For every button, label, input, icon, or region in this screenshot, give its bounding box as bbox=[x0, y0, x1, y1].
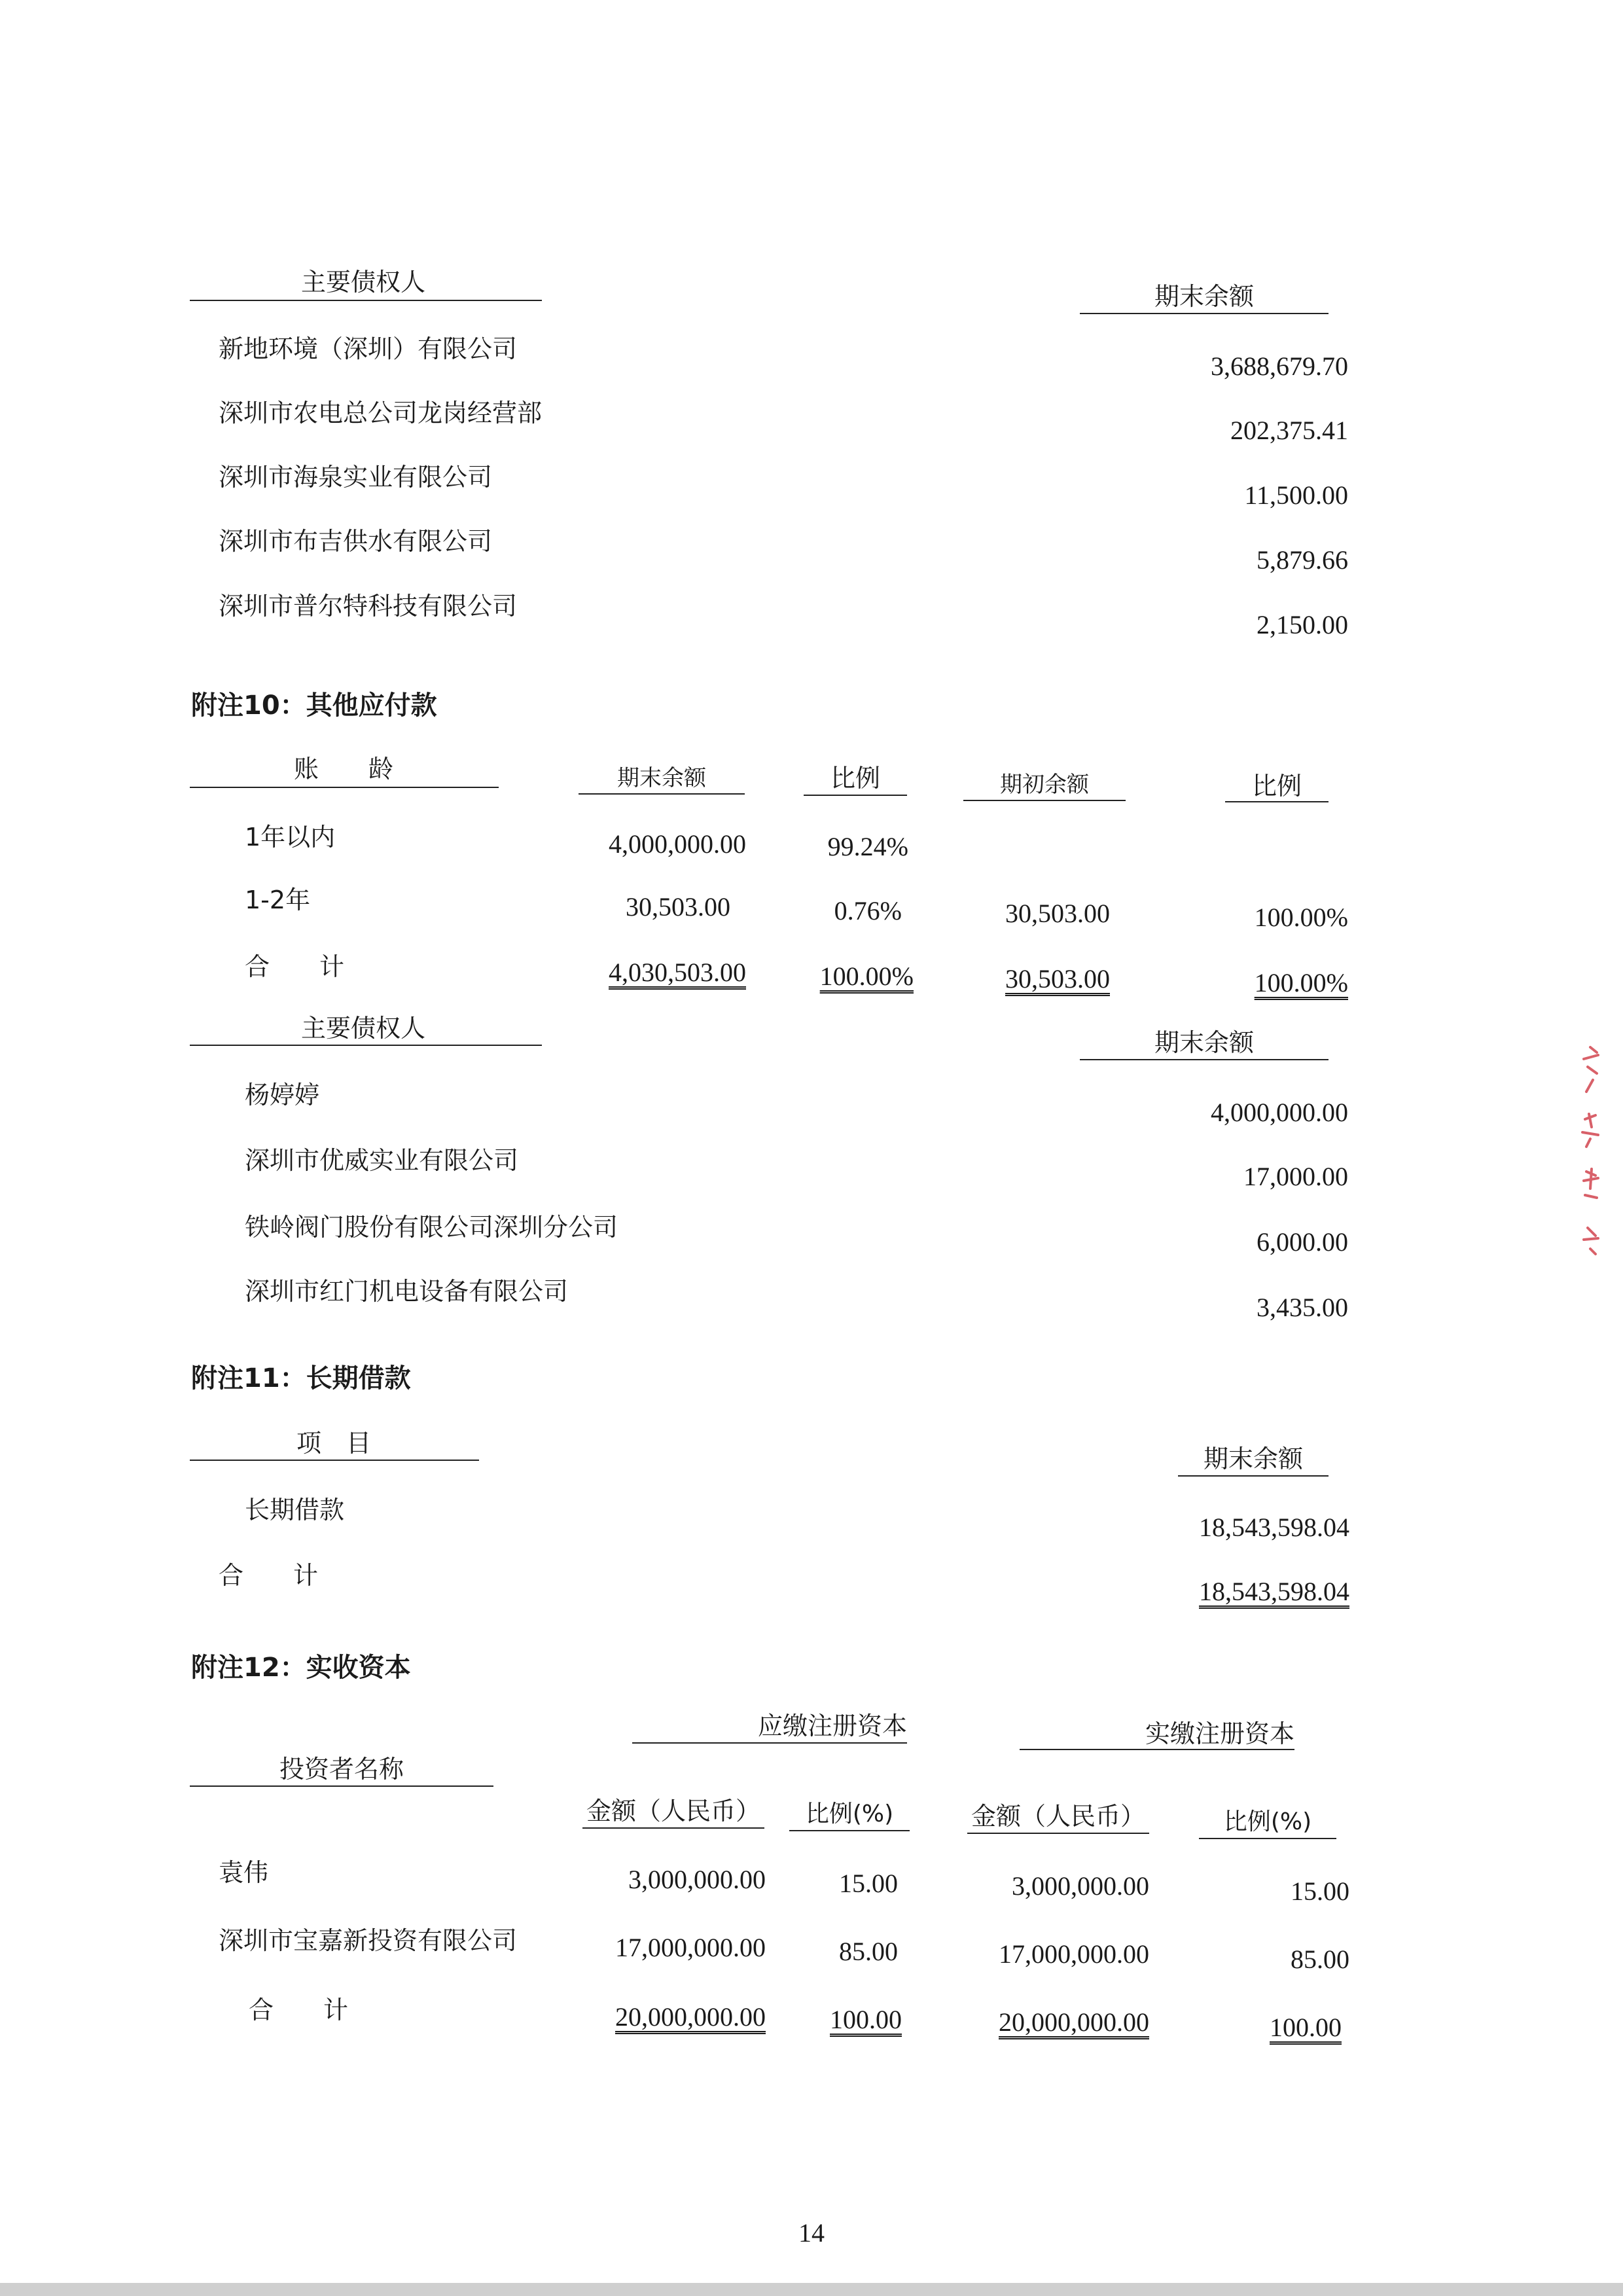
note10-row-age: 1年以内 bbox=[245, 823, 336, 852]
creditor-amount: 6,000.00 bbox=[1257, 1227, 1348, 1257]
note12-header-investor: 投资者名称 bbox=[279, 1755, 404, 1784]
creditors-top-header-left: 主要债权人 bbox=[300, 268, 425, 296]
note12-total-label: 合 计 bbox=[249, 1996, 349, 2024]
note11-total-amount: 18,543,598.04 bbox=[1199, 1577, 1349, 1606]
header-rule bbox=[789, 1830, 910, 1831]
header-rule bbox=[190, 1045, 542, 1046]
creditor-amount: 17,000.00 bbox=[1243, 1162, 1348, 1191]
creditor-amount: 2,150.00 bbox=[1257, 610, 1348, 639]
note10-row-age: 1-2年 bbox=[245, 886, 311, 914]
note12-row-name: 袁伟 bbox=[219, 1858, 269, 1887]
creditor-amount: 3,435.00 bbox=[1257, 1293, 1348, 1322]
creditor-name: 深圳市农电总公司龙岗经营部 bbox=[219, 399, 543, 427]
note12-total-due-ratio: 100.00 bbox=[830, 2005, 902, 2034]
header-rule bbox=[190, 787, 499, 788]
header-rule bbox=[1199, 1838, 1336, 1839]
note12-header-paid-ratio: 比例(%) bbox=[1223, 1808, 1312, 1835]
note10-creditors-header-right: 期末余额 bbox=[1154, 1028, 1254, 1057]
note12-row-paid-ratio: 85.00 bbox=[1291, 1945, 1349, 1974]
header-rule bbox=[1225, 801, 1329, 802]
note10-header-ratio1: 比例 bbox=[830, 764, 880, 793]
note10-row-begin-balance: 30,503.00 bbox=[1005, 899, 1110, 928]
header-rule bbox=[1020, 1749, 1294, 1750]
note12-row-due-ratio: 15.00 bbox=[839, 1869, 898, 1898]
creditor-name: 杨婷婷 bbox=[245, 1081, 320, 1109]
note12-row-due-amount: 17,000,000.00 bbox=[615, 1933, 766, 1962]
creditor-name: 铁岭阀门股份有限公司深圳分公司 bbox=[245, 1213, 618, 1242]
creditor-name: 深圳市布吉供水有限公司 bbox=[219, 527, 493, 556]
creditor-name: 深圳市普尔特科技有限公司 bbox=[219, 592, 518, 620]
header-rule bbox=[582, 1827, 764, 1829]
creditor-amount: 4,000,000.00 bbox=[1211, 1098, 1348, 1127]
note10-total-label: 合 计 bbox=[245, 952, 345, 981]
creditor-amount: 5,879.66 bbox=[1257, 545, 1348, 575]
note10-header-begin-balance: 期初余额 bbox=[1000, 772, 1089, 798]
note12-row-paid-ratio: 15.00 bbox=[1291, 1876, 1349, 1906]
note12-row-paid-amount: 17,000,000.00 bbox=[999, 1939, 1149, 1969]
header-rule bbox=[190, 300, 542, 301]
note12-group-paid: 实缴注册资本 bbox=[1145, 1719, 1294, 1748]
note11-row-name: 长期借款 bbox=[245, 1496, 345, 1524]
header-rule bbox=[1178, 1475, 1329, 1477]
note10-header-age: 账 龄 bbox=[293, 755, 393, 783]
header-rule bbox=[190, 1460, 479, 1461]
note12-total-paid-amount: 20,000,000.00 bbox=[999, 2007, 1149, 2037]
header-rule bbox=[804, 795, 907, 796]
creditor-amount: 3,688,679.70 bbox=[1211, 351, 1348, 381]
header-rule bbox=[967, 1833, 1149, 1834]
note10-total-end-balance: 4,030,503.00 bbox=[609, 958, 746, 987]
header-rule bbox=[963, 800, 1126, 801]
note10-row-end-balance: 4,000,000.00 bbox=[609, 829, 746, 859]
header-rule bbox=[632, 1742, 907, 1744]
creditors-top-header-right: 期末余额 bbox=[1154, 282, 1254, 311]
note12-total-due-amount: 20,000,000.00 bbox=[615, 2002, 766, 2032]
scan-edge bbox=[0, 2283, 1623, 2296]
note10-total-begin-balance: 30,503.00 bbox=[1005, 964, 1110, 994]
note12-row-due-ratio: 85.00 bbox=[839, 1937, 898, 1966]
header-rule bbox=[1080, 313, 1329, 314]
note12-header-due-ratio: 比例(%) bbox=[805, 1801, 894, 1827]
creditor-name: 深圳市优威实业有限公司 bbox=[245, 1146, 519, 1175]
note11-header-right: 期末余额 bbox=[1203, 1444, 1303, 1473]
note10-title: 附注10：其他应付款 bbox=[191, 691, 437, 721]
note11-title: 附注11：长期借款 bbox=[191, 1363, 411, 1393]
creditor-name: 新地环境（深圳）有限公司 bbox=[219, 334, 518, 363]
note10-total-ratio2: 100.00% bbox=[1254, 968, 1348, 997]
note12-group-due: 应缴注册资本 bbox=[757, 1712, 907, 1740]
note10-total-ratio1: 100.00% bbox=[819, 961, 914, 991]
note12-header-paid-amount: 金额（人民币） bbox=[971, 1802, 1145, 1831]
creditor-name: 深圳市红门机电设备有限公司 bbox=[245, 1277, 569, 1306]
note11-header-left: 项 目 bbox=[296, 1429, 371, 1458]
note10-header-ratio2: 比例 bbox=[1251, 772, 1302, 800]
note10-row-end-balance: 30,503.00 bbox=[626, 892, 730, 922]
page-number: 14 bbox=[798, 2218, 825, 2248]
creditor-amount: 11,500.00 bbox=[1244, 480, 1348, 510]
note10-row-ratio1: 0.76% bbox=[834, 896, 902, 925]
seal-stamp-icon bbox=[1571, 1041, 1616, 1257]
creditor-amount: 202,375.41 bbox=[1230, 416, 1348, 445]
note10-row-ratio1: 99.24% bbox=[827, 832, 908, 861]
note10-creditors-header-left: 主要债权人 bbox=[300, 1014, 425, 1043]
note12-row-due-amount: 3,000,000.00 bbox=[628, 1865, 766, 1894]
note12-title: 附注12：实收资本 bbox=[191, 1653, 411, 1683]
note12-row-name: 深圳市宝嘉新投资有限公司 bbox=[219, 1926, 518, 1955]
note11-row-amount: 18,543,598.04 bbox=[1199, 1513, 1349, 1542]
note11-total-label: 合 计 bbox=[219, 1561, 319, 1590]
header-rule bbox=[579, 793, 745, 795]
note10-header-end-balance: 期末余额 bbox=[617, 765, 706, 791]
creditor-name: 深圳市海泉实业有限公司 bbox=[219, 463, 493, 492]
note12-header-due-amount: 金额（人民币） bbox=[586, 1797, 760, 1825]
note10-row-ratio2: 100.00% bbox=[1254, 903, 1348, 932]
header-rule bbox=[190, 1785, 493, 1787]
header-rule bbox=[1080, 1059, 1329, 1060]
note12-total-paid-ratio: 100.00 bbox=[1270, 2013, 1342, 2042]
note12-row-paid-amount: 3,000,000.00 bbox=[1012, 1871, 1149, 1901]
